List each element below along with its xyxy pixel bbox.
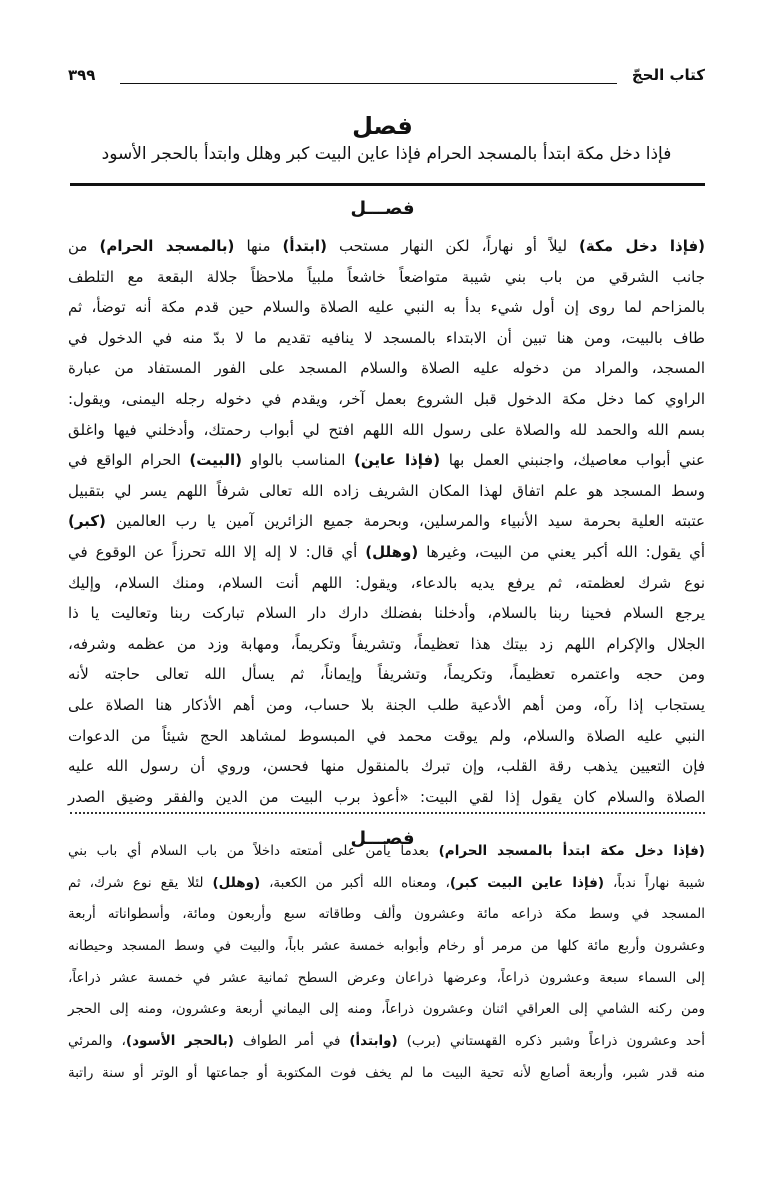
text-segment: نوع شرك لعظمته، ثم يرفع يديه بالدعاء، ويقول: اللهم أنت السلام، ومنك السلام، وإليك [68,573,705,592]
text-segment: شيبة نهاراً ندباً، [604,874,705,891]
text-segment: عتبته العلية بحرمة سيد الأنبياء والمرسلين، وبحرمة جميع الزائرين آمين يا رب العالمين [105,512,705,531]
text-segment: يستجاب إذا رآه، ومن أهم الأدعية طلب الجنة بلا حساب، ومن أهم الأذكار هنا الصلاة على [68,695,705,714]
text-segment: من [68,237,100,255]
text-segment: جانب الشرقي من باب بني شيبة متواضعاً خاشعاً ملبياً ملاحظاً جلالة البقعة مع التلطف [68,267,705,286]
text-line [68,690,705,721]
text-line [68,1026,705,1058]
running-header [68,66,705,92]
text-segment: ، ومعناه الله أكبر من الكعبة، [260,874,450,891]
text-line [68,836,705,868]
book-title: كتاب الحجّ [631,66,705,84]
section-2-body [68,836,705,1090]
text-segment: الجلال والإكرام اللهم زد بيتك هذا تعظيماً، وتشريفاً وتكريماً، ومهابة وزد من عظمه وشرفه، [68,634,705,653]
text-line [68,476,705,507]
text-segment: ومن حجه واعتمره تعظيماً، وتكريماً، وتشريفاً وإيماناً، ثم يسأل الله تعالى حاجته لأنه [68,665,705,684]
chapter-subtitle: فإذا دخل مكة ابتدأ بالمسجد الحرام فإذا عاين البيت كبر وهلل وابتدأ بالحجر الأسود [101,144,672,164]
text-segment: ليلاً أو نهاراً، لكن النهار مستحب [326,237,580,255]
text-segment: في أمر الطواف [233,1033,350,1050]
text-segment: منه قدر شبر، وأربعة أصابع لأنه تحية البيت ما لم يخف فوت المكتوبة أو جماعتها أو الوتر أو سنة راتبة [68,1064,705,1081]
text-segment: وسط المسجد هو علم اتفاق لهذا المكان الشريف زاده الله تعالى شرفاً اللهم يسر لي بتقبيل [68,481,705,500]
text-line [68,931,705,963]
text-line [68,751,705,782]
text-segment: المناسب بالواو [242,451,355,470]
text-line [68,568,705,599]
bold-term: (فإذا دخل مكة) [579,237,705,255]
text-segment: النبي عليه الصلاة والسلام، ولم يوقت محمد في المبسوط لمشاهد الحج شيئاً من الدعوات [68,726,705,745]
text-segment: وعشرون وأربع مائة كلها من مرمر أو رخام وأبوابه خمسة عشر باباً، والبيت في وسط المسجد وحيطانه [68,938,705,955]
text-line [68,231,705,262]
text-line [68,537,705,568]
text-line [68,598,705,629]
text-line [68,262,705,293]
bold-term: (بالحجر الأسود) [125,1033,234,1050]
bold-term: (فإذا عاين) [354,451,441,470]
text-segment: طاف بالبيت، ومن هنا تبين أن الابتداء بالمسجد لا ينافيه تقديم ما لا بدّ منه في الدخول في [68,328,705,347]
text-line [68,994,705,1026]
page-number: ٣٩٩ [68,66,96,84]
text-line [68,963,705,995]
text-segment: أحد وعشرون ذراعاً وشبر ذكره القهستاني (برب) [397,1033,706,1050]
text-segment: أي يقول: الله أكبر يعني من البيت، وغيرها [418,542,706,561]
section-heading: فصـــل [350,198,415,219]
text-segment: المسجد، والمراد من دخوله عليه الصلاة والسلام المسجد على الفور المستفاد من عبارة [68,359,705,378]
text-segment: المسجد في وسط مكة ذراعه مائة وعشرون وألف وطاقاته سبع وأربعون ومائة، وأسطواناته أربعة [68,906,705,923]
divider [70,183,705,186]
text-line [68,1058,705,1090]
text-segment: إلى السماء سبعة وعشرون ذراعاً، وعرضها ذراعان وعرض السطح ثمانية عشر في خمسة عشر ذراعاً، [68,969,705,986]
text-segment: ومن ركنه الشامي إلى العراقي اثنان وعشرون ذراعاً، ومنه إلى اليماني أربعة وعشرون، ومنه إلى الحجر [68,1001,705,1018]
text-segment: بعدما يأمن على أمتعته داخلاً من باب السلام أي باب بني [68,843,439,859]
text-segment: فإن التعيين يذهب رقة القلب، وإن تبرك بالمنقول منها فحسن، وروي أن رسول الله عليه [68,757,705,776]
header-rule [120,83,617,84]
text-line [68,629,705,660]
text-segment: بالمزاحم لما روى إن أول شيء بدأ به النبي عليه الصلاة والسلام حين قدم مكة أنه توضأ، ثم [68,298,705,317]
text-segment: عني أبواب معاصيك، واجنبني العمل بها [440,451,705,470]
text-segment: بسم الله والحمد لله والصلاة على رسول الله اللهم افتح لي أبواب رحمتك، وأدخلني فيها واغلق [68,420,705,439]
bold-term: (وهلل) [365,542,419,561]
text-line [68,323,705,354]
text-segment: يرجع السلام فحينا ربنا بالسلام، وأدخلنا بفضلك دارك دار السلام تباركت ربنا وتعاليت يا ذا [68,604,705,623]
text-line [68,782,705,813]
text-line [68,292,705,323]
text-line [68,899,705,931]
dotted-separator [70,812,705,814]
bold-term: (البيت) [189,451,243,470]
text-line [68,415,705,446]
bold-term: (فإذا دخل مكة ابتدأ بالمسجد الحرام) [438,843,705,859]
bold-term: (وابتدأ) [349,1033,398,1050]
text-segment: منها [234,237,283,255]
text-line [68,353,705,384]
text-line [68,868,705,900]
text-segment: لئلا يقع نوع شرك، ثم [68,874,213,891]
text-line [68,721,705,752]
text-line [68,659,705,690]
text-line [68,384,705,415]
bold-term: (وهلل) [212,874,261,891]
section-1-body [68,231,705,812]
bold-term: (فإذا عاين البيت كبر) [449,874,605,891]
bold-term: (كبر) [68,512,106,531]
text-segment: الحرام الواقع في [68,451,190,470]
text-line [68,506,705,537]
bold-term: (ابتدأ) [282,237,327,255]
chapter-title: فصل [352,112,413,140]
text-segment: أي قال: لا إله إلا الله تحرزاً عن الوقوع في [68,542,366,561]
bold-term: (بالمسجد الحرام) [99,237,235,255]
text-segment: الصلاة والسلام كان يقول إذا لقي البيت: «أعوذ برب البيت من الدين والفقر وضيق الصدر [68,787,705,806]
section-heading: فصـــل [350,828,415,849]
text-segment: ، والمرئي [68,1033,126,1050]
text-segment: الراوي كما دخل مكة الدخول قبل الشروع بعمل آخر، ويقدم في دخوله رجله اليمنى، ويقول: [68,389,705,408]
text-line [68,445,705,476]
